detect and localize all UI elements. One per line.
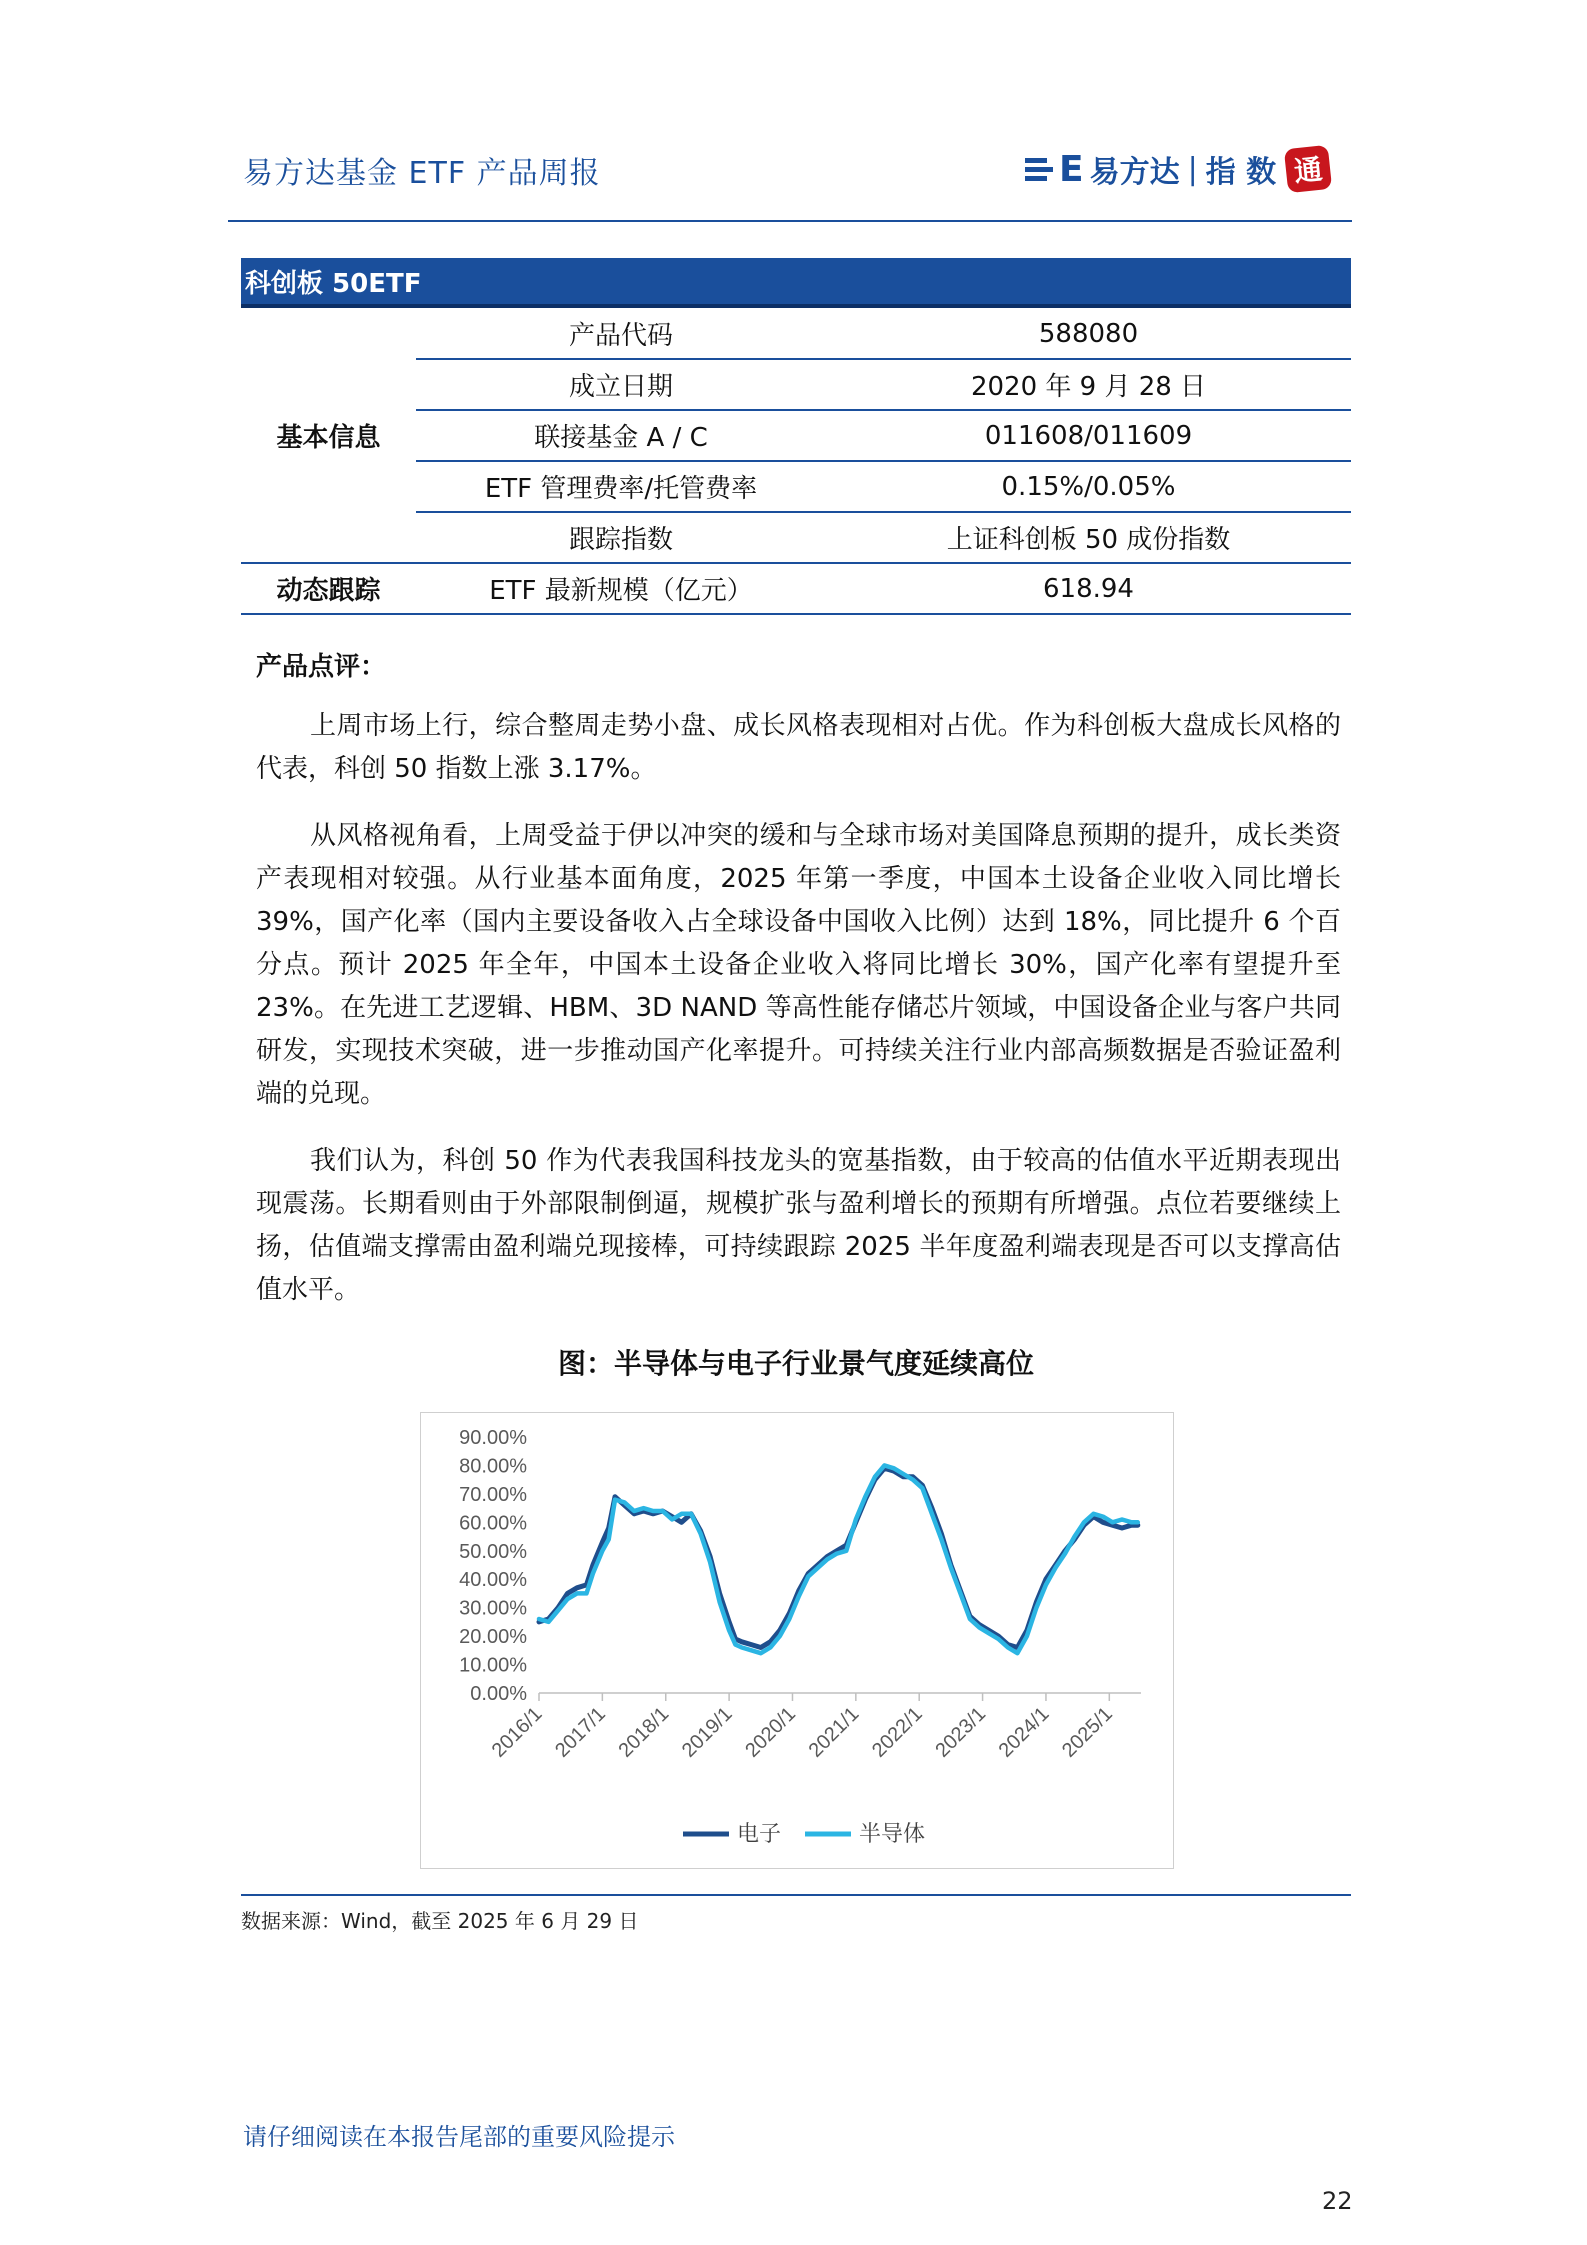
- table-row: [241, 410, 1351, 461]
- logo-stripes-icon: [1025, 158, 1053, 181]
- row-value: 588080: [1038, 318, 1139, 349]
- x-tick-label: 2021/1: [804, 1702, 864, 1762]
- row-label: ETF 最新规模（亿元）: [489, 576, 753, 606]
- row-label: 产品代码: [568, 321, 673, 351]
- y-tick-label: 30.00%: [459, 1597, 527, 1620]
- row-value: 618.94: [1043, 573, 1134, 604]
- data-source: 数据来源：Wind，截至 2025 年 6 月 29 日: [241, 1909, 639, 1933]
- x-tick-label: 2023/1: [931, 1702, 991, 1762]
- x-tick-label: 2017/1: [551, 1702, 610, 1762]
- row-label: 跟踪指数: [568, 525, 673, 555]
- y-tick-label: 20.00%: [459, 1626, 527, 1649]
- comment-heading: 产品点评：: [256, 652, 387, 682]
- comment-paragraph: 上周市场上行，综合整周走势小盘、成长风格表现相对占优。作为科创板大盘成长风格的代表，科创 50 指数上涨 3.17%。: [256, 711, 1341, 784]
- source-divider: [241, 1894, 1351, 1896]
- series-line-半导体: [539, 1465, 1138, 1653]
- x-tick-label: 2016/1: [487, 1702, 547, 1762]
- row-label: ETF 管理费率/托管费率: [484, 474, 758, 504]
- table-bottom-border: [241, 613, 1351, 615]
- row-value: 2020 年 9 月 28 日: [970, 372, 1207, 402]
- risk-notice: 请仔细阅读在本报告尾部的重要风险提示: [243, 2123, 675, 2151]
- x-tick-label: 2025/1: [1058, 1702, 1117, 1762]
- comment-paragraph: 我们认为，科创 50 作为代表我国科技龙头的宽基指数，由于较高的估值水平近期表现出现震荡。长期看则由于外部限制倒逼，规模扩张与盈利增长的预期有所增强。点位若要继续上扬，估值端支撑需由盈利端兑现接棒，可持续跟踪 2025 半年度盈利端表现是否可以支撑高估值水平。: [256, 1146, 1341, 1305]
- logo-label: 指 数: [1205, 155, 1277, 190]
- x-tick-label: 2024/1: [994, 1702, 1054, 1762]
- group-label-dynamic: 动态跟踪: [276, 576, 381, 606]
- row-value: 011608/011609: [984, 420, 1193, 451]
- comment-paragraph: 从风格视角看，上周受益于伊以冲突的缓和与全球市场对美国降息预期的提升，成长类资产表现相对较强。从行业基本面角度，2025 年第一季度，中国本土设备企业收入同比增长 39%，国产化率（国内主要设备收入占全球设备中国收入比例）达到 18%，同比提升 6 个百分点。预计 2025 年全年，中国本土设备企业收入将同比增长 30%，国产化率有望提升至 23%。在先进工艺逻辑、HBM、3D NAND 等高性能存储芯片领域，中国设备企业与客户共同研发，实现技术突破，进一步推动国产化率提升。可持续关注行业内部高频数据是否验证盈利端的兑现。: [256, 821, 1341, 1109]
- legend-label: 半导体: [859, 1821, 926, 1846]
- table-row: [241, 461, 1351, 512]
- logo-seal-icon: 通: [1284, 145, 1332, 193]
- row-label: 成立日期: [568, 372, 673, 402]
- table-row: [241, 359, 1351, 410]
- table-title: 科创板 50ETF: [241, 258, 1351, 308]
- table-row: [241, 308, 1351, 359]
- chart-frame: [420, 1412, 1174, 1869]
- group-label-basic: 基本信息: [276, 423, 381, 453]
- row-value: 上证科创板 50 成份指数: [946, 525, 1231, 555]
- series-line-电子: [539, 1468, 1138, 1647]
- page-number: 22: [1322, 2187, 1353, 2215]
- header-divider: [228, 220, 1352, 222]
- y-tick-label: 80.00%: [459, 1455, 527, 1478]
- report-title: 易方达基金 ETF 产品周报: [243, 156, 601, 191]
- y-tick-label: 10.00%: [459, 1654, 527, 1677]
- y-tick-label: 60.00%: [459, 1512, 527, 1535]
- x-tick-label: 2022/1: [867, 1702, 927, 1762]
- table-body: [241, 308, 1351, 668]
- row-label: 联接基金 A / C: [534, 423, 708, 453]
- figure-caption: 图：半导体与电子行业景气度延续高位: [557, 1347, 1034, 1380]
- logo-brand: 易方达: [1089, 155, 1180, 190]
- x-tick-label: 2018/1: [614, 1702, 674, 1762]
- x-tick-label: 2020/1: [741, 1702, 801, 1762]
- table-row: [241, 563, 1351, 614]
- product-info-table: [241, 258, 1351, 668]
- y-tick-label: 0.00%: [470, 1683, 527, 1705]
- logo-separator: |: [1187, 151, 1198, 187]
- y-tick-label: 40.00%: [459, 1569, 527, 1592]
- y-tick-label: 70.00%: [459, 1483, 527, 1506]
- y-tick-label: 90.00%: [459, 1427, 527, 1449]
- legend-label: 电子: [737, 1821, 782, 1846]
- y-tick-label: 50.00%: [459, 1540, 527, 1563]
- row-value: 0.15%/0.05%: [1001, 471, 1176, 502]
- brand-logo: [1025, 140, 1330, 198]
- logo-e-icon: E: [1059, 148, 1084, 190]
- x-tick-label: 2019/1: [677, 1702, 737, 1762]
- table-row: [241, 512, 1351, 563]
- line-chart: [421, 1413, 1173, 1868]
